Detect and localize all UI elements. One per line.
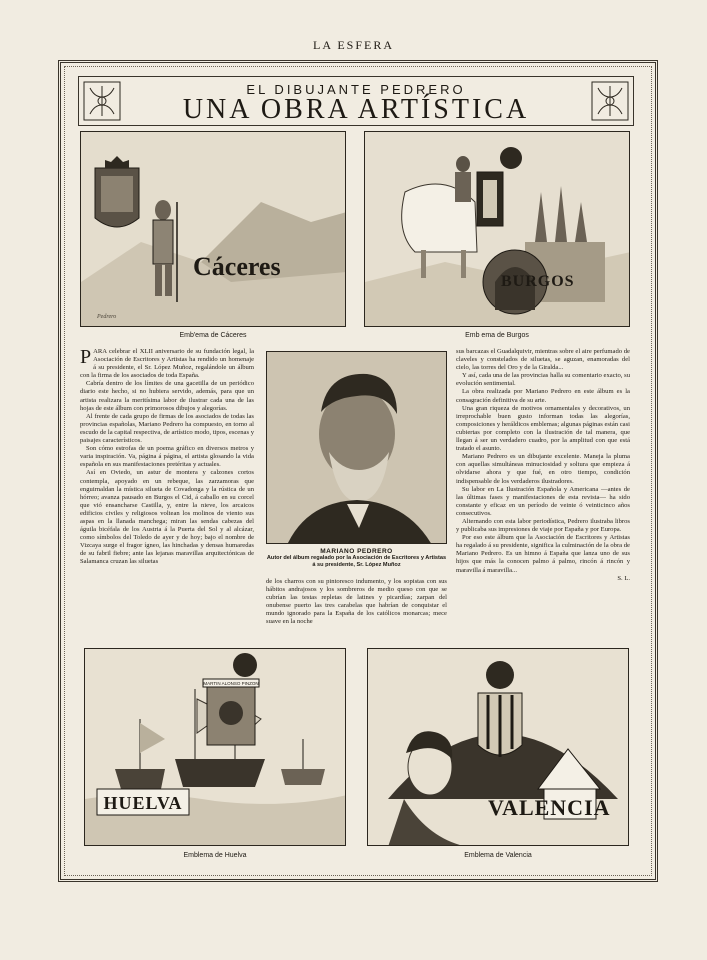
caceres-emblem-figure	[80, 131, 346, 327]
valencia-art-text: VALENCIA	[488, 795, 611, 820]
portrait-photo	[267, 352, 447, 544]
portrait-name: MARIANO PEDRERO	[320, 548, 393, 555]
portrait-description: Autor del álbum regalado por la Asociación de Escritores y Artistas á su presidente, Sr. López Muñoz	[266, 555, 447, 568]
caceres-art-text: Cáceres	[193, 252, 281, 281]
masthead: LA ESFERA	[312, 38, 394, 52]
paragraph: de los charros con su pintoresco indumento, y los sopistas con sus hábitos andrajosos y los sombreros de medio queso con que se cubrían las testas repletas de latines y picardías; zarpan del onubense puerto las tres carabelas que habrían de conquistar el mundo ignorado para la España de los católicos monarcas; mece suave en la noche	[266, 578, 447, 626]
paragraph: Mariano Pedrero es un dibujante excelente. Maneja la pluma con aquellas simultáneas minuciosidad y soltura que empieza á olvidarse ahora y que fué, en otro tiempo, condición indispensable de los verdaderos ilustradores.	[456, 453, 630, 485]
valencia-emblem-figure	[367, 648, 629, 846]
paragraph: Así en Oviedo, un astur de montera y calzones cortos contempla, apoyado en un rebeque, las zarzamoras que enguirnaldan la mística silueta de Covadonga y la rústica de un hórreo; avanza pausado en Burgos el Cid, á caballo en su corcel que vió ensancharse Castilla, y, entre la nieve, los arcaicos edificios civiles y religiosos voltean los molinos de viento sus aspas en la llanada manchega; miran las sendas cabezas del águila bicéfala de los Austria á la Puerta del Sol y al alcázar, como símbolos del Toledo de ayer y de hoy; bajo el nombre de Vizcaya surge el fragor ígneo, las hinchadas y densas humaredas de su fabril fiebre; ante las lejanas maravillas arquitectónicas de Salamanca cruzan las siluetas	[80, 469, 254, 566]
valencia-caption: Emblema de Valencia	[464, 852, 532, 859]
burgos-emblem-figure	[364, 131, 630, 327]
burgos-art-text: BURGOS	[501, 273, 575, 290]
burgos-caption: Emb ema de Burgos	[465, 332, 529, 339]
huelva-emblem-figure	[84, 648, 346, 846]
huelva-art-text: HUELVA	[103, 793, 183, 813]
article-title: UNA OBRA ARTÍSTICA	[182, 94, 530, 125]
article-subtitle: EL DIBUJANTE PEDRERO	[246, 82, 466, 97]
paragraph: Cabría dentro de los límites de una gacetilla de un periódico diario este hecho, si no hubiera servido, además, para que un artista realizara la meritísima labor de ilustrar cada una de las hojas de este álbum con primorosos dibujos y alegorías.	[80, 380, 254, 412]
paragraph: Al frente de cada grupo de firmas de los asociados de todas las provincias españolas, Mariano Pedrero ha compuesto, en torno al escudo de la capital respectiva, de artístico modo, tipos, escenas y paisajes característicos.	[80, 412, 254, 445]
caceres-signature: Pedrero	[97, 314, 117, 320]
article-left-column	[80, 348, 254, 567]
article-right-column	[456, 348, 630, 583]
huelva-caption: Emblema de Huelva	[183, 852, 247, 859]
paragraph: Una gran riqueza de motivos ornamentales y decorativos, un irreprochable buen gusto informan todas las alegorías, composiciones y heráldicos emblemas; algunas páginas están casi cubiertas por completo con la ilustración de tal manera, que llegan á ser un verdadero cuadro, por la amplitud con que está tratado el asunto.	[456, 404, 630, 453]
paragraph: sus barcazas el Guadalquivir, mientras sobre el aire perfumado de claveles y constelados de siluetas, se aguzan, enamoradas del cielo, las torres del Oro y de la Giralda...	[456, 348, 630, 372]
paragraph: Son cómo estrofas de un poema gráfico en diversos metros y varia inspiración. Va, página á página, el artista glosando la vida española en sus manifestaciones pretéritas y actuales.	[80, 445, 254, 469]
author-signature: S. L.	[617, 574, 630, 582]
drop-cap: P	[80, 346, 92, 368]
portrait-caption	[266, 548, 447, 569]
paragraph: Alternando con esta labor periodística, Pedrero ilustraba libros y publicaba sus impresiones de viaje por España y por Europa.	[456, 517, 630, 534]
caceres-caption: Emb'ema de Cáceres	[179, 332, 247, 339]
caceres-illustration	[81, 132, 346, 327]
valencia-illustration	[368, 649, 629, 846]
huelva-illustration	[85, 649, 346, 846]
paragraph: La obra realizada por Mariano Pedrero en este álbum es la consagración definitiva de su arte.	[456, 388, 630, 404]
burgos-illustration	[365, 132, 630, 327]
huelva-banner-text: MARTIN ALONSO PINZON	[203, 681, 259, 686]
article-middle-column	[266, 578, 447, 627]
paragraph: Y así, cada una de las provincias halla su comentario exacto, su evolución sentimental.	[456, 372, 630, 388]
paragraph: Por eso este álbum que la Asociación de Escritores y Artistas ha regalado á su presidente, significa la culminación de la obra de Mariano Pedrero. Es un himno á España que lanza uno de sus hijos que más la conocen palmo á palmo, rincón á rincón y maravilla á maravilla...	[456, 534, 630, 574]
portrait-figure	[266, 351, 447, 544]
paragraph: PARA celebrar el XLII aniversario de su fundación legal, la Asociación de Escritores y Artistas ha rendido un homenaje á su presidente, el Sr. López Muñoz, regalándole un álbum con la firma de los asociados de toda España.	[80, 346, 254, 380]
paragraph: Su labor en La Ilustración Española y Americana —antes de las últimas fases y manifestaciones de esta revista— ha sido constante y eficaz en un período de veinte ó veinticinco años consecutivos.	[456, 485, 630, 517]
